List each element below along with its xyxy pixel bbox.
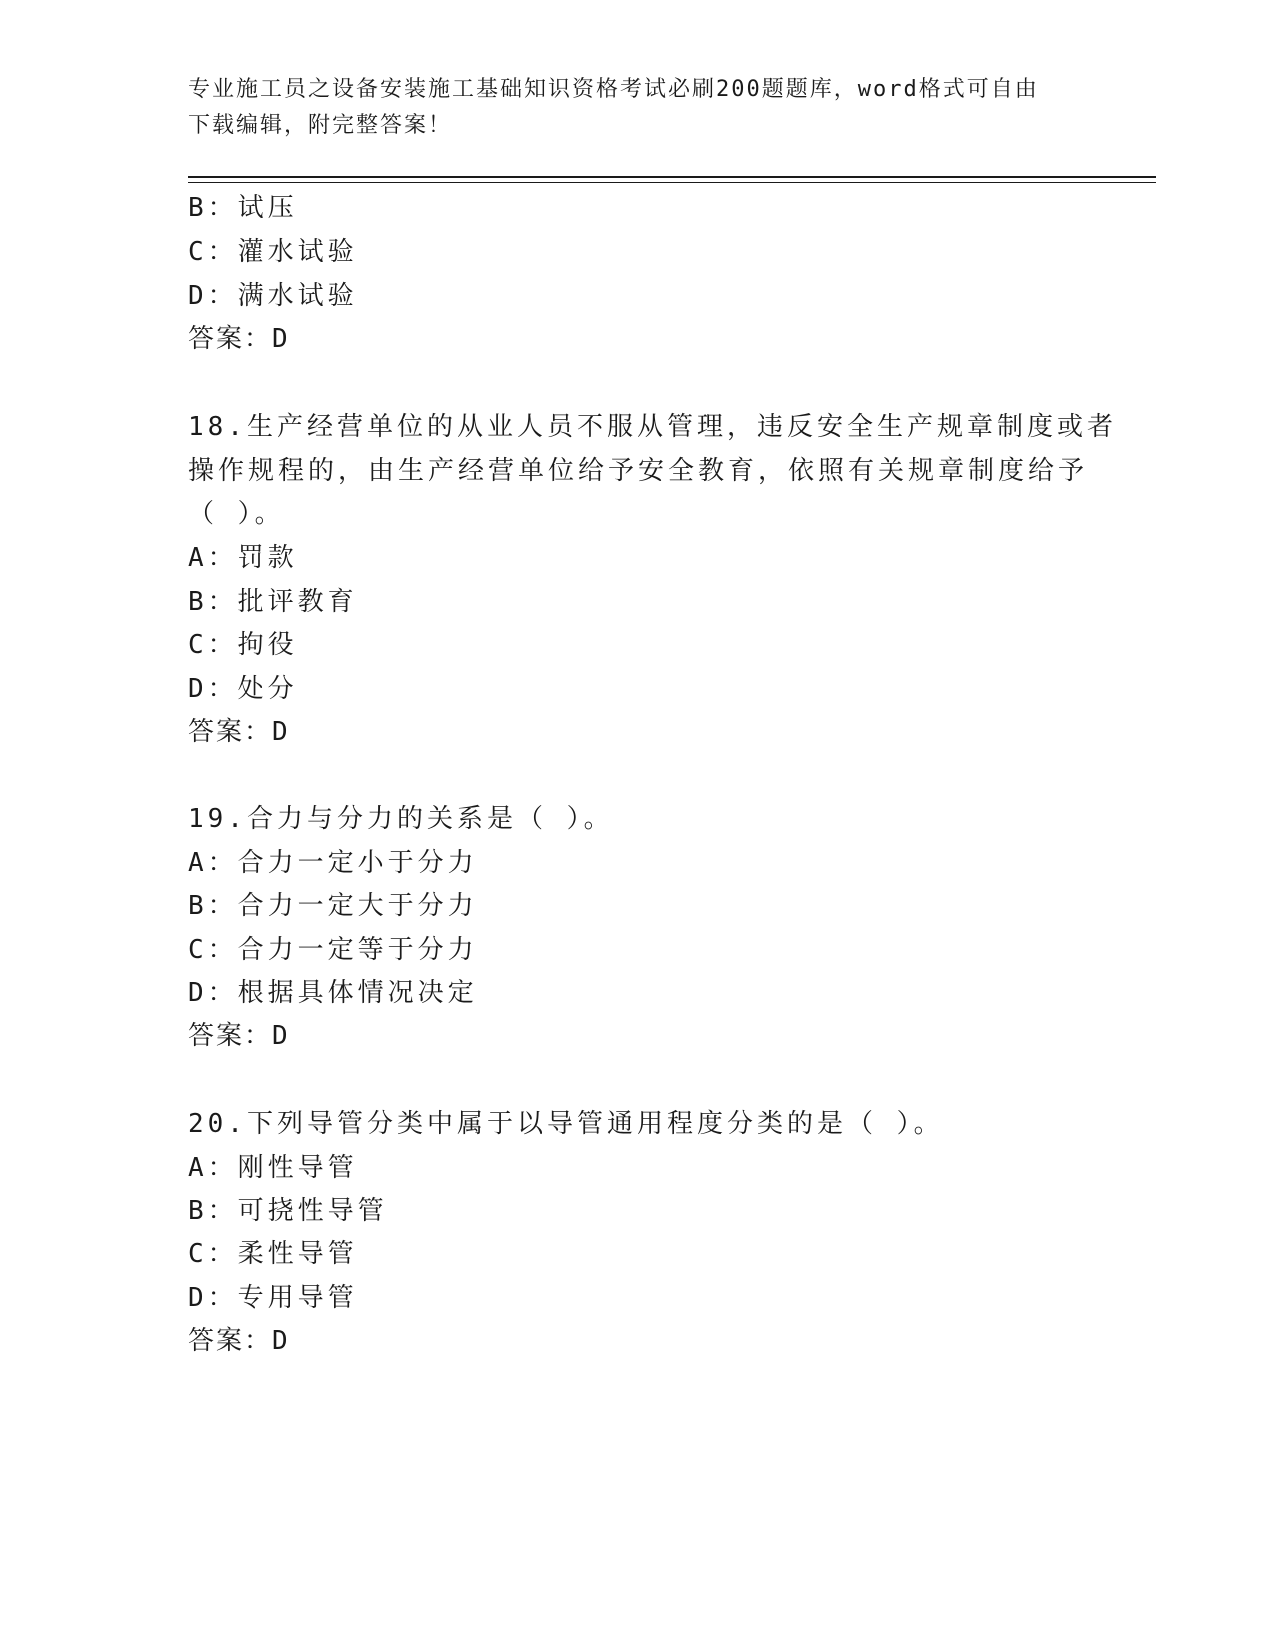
q19-option-a: A：合力一定小于分力 (188, 848, 478, 878)
q19-option-d: D：根据具体情况决定 (188, 978, 478, 1008)
q20-option-b: B：可挠性导管 (188, 1196, 388, 1226)
q19-option-b: B：合力一定大于分力 (188, 891, 478, 921)
q20-option-c: C：柔性导管 (188, 1239, 358, 1269)
q19-text: 19.合力与分力的关系是（ ）。 (188, 804, 614, 834)
document-header (188, 72, 1068, 144)
prev-option-c: C：灌水试验 (188, 237, 358, 267)
prev-option-b: B：试压 (188, 193, 298, 223)
q19-option-c: C：合力一定等于分力 (188, 935, 478, 965)
q18-answer: 答案：D (188, 717, 290, 747)
q18-text-line-2: 操作规程的，由生产经营单位给予安全教育，依照有关规章制度给予 (188, 456, 1089, 486)
header-divider-thin (188, 182, 1156, 183)
q20-text: 20.下列导管分类中属于以导管通用程度分类的是（ ）。 (188, 1109, 944, 1139)
header-line-1: 专业施工员之设备安装施工基础知识资格考试必刷200题题库，word格式可自由 (188, 77, 1039, 102)
q18-option-d: D：处分 (188, 674, 298, 704)
q20-option-a: A：刚性导管 (188, 1153, 358, 1183)
prev-answer: 答案：D (188, 324, 290, 354)
prev-option-d: D：满水试验 (188, 281, 358, 311)
q18-text-line-1: 18.生产经营单位的从业人员不服从管理，违反安全生产规章制度或者 (188, 412, 1117, 442)
q18-option-a: A：罚款 (188, 543, 298, 573)
q18-option-b: B：批评教育 (188, 587, 358, 617)
q18-text-line-3: （ ）。 (188, 499, 285, 529)
header-divider-thick (188, 176, 1156, 178)
q19-answer: 答案：D (188, 1021, 290, 1051)
q20-answer: 答案：D (188, 1326, 290, 1356)
q18-option-c: C：拘役 (188, 630, 298, 660)
q20-option-d: D：专用导管 (188, 1283, 358, 1313)
header-line-2: 下载编辑，附完整答案！ (188, 113, 453, 138)
